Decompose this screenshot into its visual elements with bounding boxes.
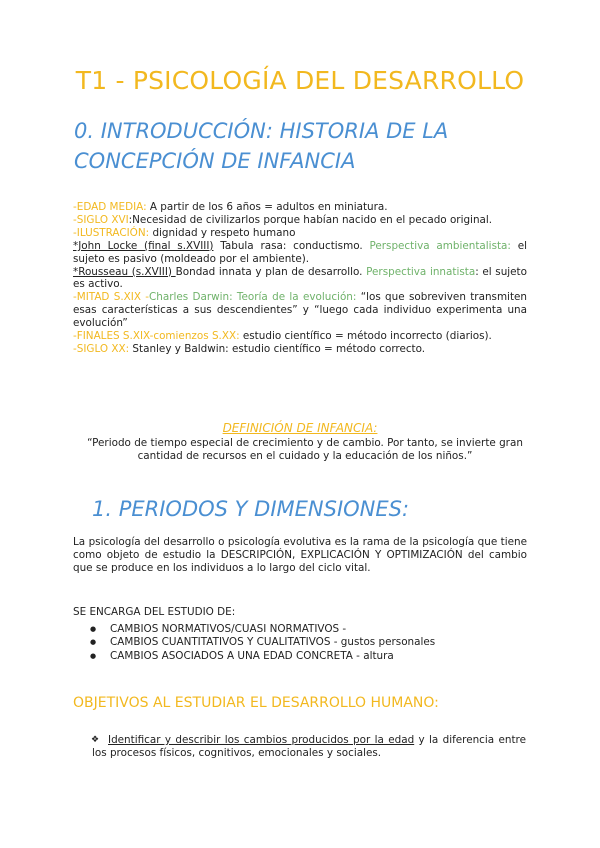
history-item-siglo-xvi bbox=[73, 214, 527, 227]
history-text: Stanley y Baldwin: estudio científico = método correcto. bbox=[129, 342, 426, 355]
objective-rest: y la diferencia entre los procesos físicos, cognitivos, emocionales y sociales. bbox=[92, 734, 526, 759]
history-text: : el sujeto es activo. bbox=[73, 265, 527, 291]
history-item-darwin bbox=[73, 291, 527, 330]
diamond-bullet-icon: ❖ bbox=[91, 735, 100, 745]
history-item-ilustracion bbox=[73, 227, 527, 240]
objective-underlined: Identificar y describir los cambios producidos por la edad bbox=[108, 734, 415, 746]
document-title: T1 - PSICOLOGÍA DEL DESARROLLO bbox=[75, 66, 525, 95]
history-label: *John Locke (final s.XVIII) bbox=[73, 239, 214, 252]
history-text: “los que sobreviven transmiten esas características a sus descendientes” y “luego cada individuo experimenta una evolución” bbox=[73, 291, 528, 330]
section-0-heading bbox=[74, 116, 544, 176]
history-text: estudio científico = método incorrecto (diarios). bbox=[239, 330, 492, 343]
history-label: *Rousseau (s.XVIII) bbox=[73, 265, 176, 278]
history-item-edad-media bbox=[73, 201, 527, 214]
history-text: Tabula rasa: conductismo. bbox=[213, 239, 370, 252]
history-label: -EDAD MEDIA: bbox=[73, 201, 147, 213]
history-item-finales bbox=[73, 330, 527, 343]
study-list bbox=[90, 623, 435, 663]
history-label: -SIGLO XVI bbox=[73, 213, 129, 226]
section-0-heading-line-2: CONCEPCIÓN DE INFANCIA bbox=[74, 149, 356, 173]
history-text: A partir de los 6 años = adultos en miniatura. bbox=[146, 201, 388, 213]
history-item-rousseau bbox=[73, 266, 527, 292]
section-1-intro bbox=[73, 536, 527, 575]
section-1-heading: 1. PERIODOS Y DIMENSIONES: bbox=[92, 497, 410, 521]
history-label: -MITAD S.XIX - bbox=[73, 291, 150, 304]
history-list bbox=[73, 201, 527, 356]
history-text: :Necesidad de civilizarlos porque habían nacido en el pecado original. bbox=[128, 213, 493, 226]
list-item: ● CAMBIOS NORMATIVOS/CUASI NORMATIVOS - bbox=[90, 623, 435, 636]
history-text: dignidad y respeto humano bbox=[149, 226, 296, 239]
definition-text: “Periodo de tiempo especial de crecimiento y de cambio. Por tanto, se invierte gran cantidad de recursos en el cuidado y la educación de los niños.” bbox=[87, 437, 523, 462]
intro-paragraph: La psicología del desarrollo o psicología evolutiva es la rama de la psicología que tiene como objeto de estudio la DESCRIPCIÓN, EXPLICACIÓN Y OPTIMIZACIÓN del cambio que se produce en los individuos a lo largo del ciclo vital. bbox=[73, 536, 527, 574]
history-item-siglo-xx bbox=[73, 343, 527, 356]
study-heading: SE ENCARGA DEL ESTUDIO DE: bbox=[73, 606, 236, 618]
perspective-label: Charles Darwin: Teoría de la evolución: bbox=[149, 291, 357, 304]
perspective-label: Perspectiva ambientalista: bbox=[369, 239, 511, 252]
history-text: Bondad innata y plan de desarrollo. bbox=[175, 265, 367, 278]
history-label: -FINALES S.XIX-comienzos S.XX: bbox=[73, 330, 240, 343]
definition-heading: DEFINICIÓN DE INFANCIA: bbox=[222, 421, 378, 435]
perspective-label: Perspectiva innatista bbox=[366, 265, 476, 278]
history-label: -ILUSTRACIÓN: bbox=[73, 226, 150, 239]
section-0-heading-line-1: 0. INTRODUCCIÓN: HISTORIA DE LA bbox=[74, 119, 449, 143]
history-item-locke bbox=[73, 240, 527, 266]
objective-text bbox=[92, 734, 526, 760]
history-text: el sujeto es pasivo (moldeado por el ambiente). bbox=[73, 239, 527, 265]
objective-item bbox=[92, 734, 526, 760]
objectives-heading: OBJETIVOS AL ESTUDIAR EL DESARROLLO HUMANO: bbox=[73, 695, 439, 711]
list-item: ● CAMBIOS CUANTITATIVOS Y CUALITATIVOS - gustos personales bbox=[90, 636, 435, 649]
history-label: -SIGLO XX: bbox=[73, 342, 130, 355]
list-item: ● CAMBIOS ASOCIADOS A UNA EDAD CONCRETA - altura bbox=[90, 650, 435, 663]
